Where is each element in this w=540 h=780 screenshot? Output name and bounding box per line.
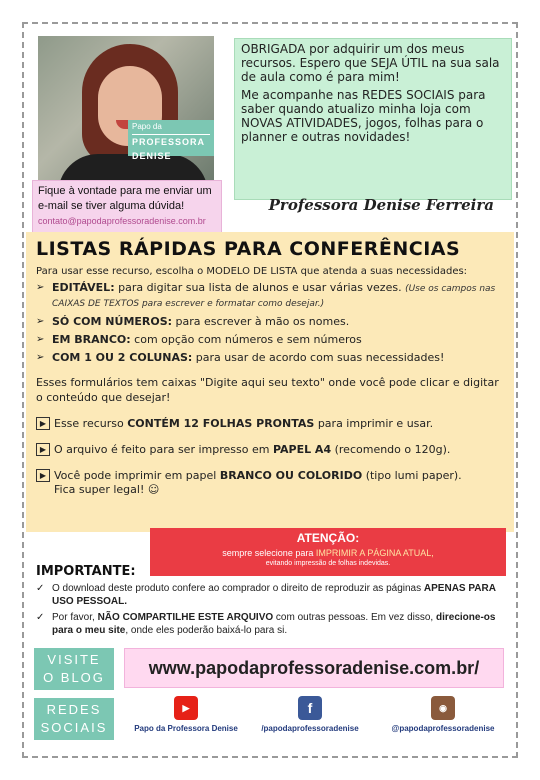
facebook-label: /papodaprofessoradenise — [261, 724, 359, 733]
logo-small-text: Papo da — [132, 122, 162, 131]
play-icon: ▶ — [36, 469, 50, 482]
list-item — [36, 315, 504, 329]
arrow-icon: ➢ — [36, 282, 45, 293]
info-line-text — [54, 443, 450, 457]
instagram-label: @papodaprofessoradenise — [391, 724, 495, 733]
info-bold: BRANCO OU COLORIDO — [219, 469, 363, 482]
list-item — [36, 333, 504, 347]
thanks-paragraph-1: OBRIGADA por adquirir um dos meus recursos. Espero que SEJA ÚTIL na sua sala de aula como é para mim! — [241, 42, 500, 84]
list-item-strong: EDITÁVEL: — [52, 281, 115, 294]
thanks-paragraph-2: Me acompanhe nas REDES SOCIAIS para saber quando atualizo minha loja com NOVAS ATIVIDADES, jogos, folhas para o planner e outras novidades! — [241, 88, 486, 144]
info-post: (tipo lumi paper). — [362, 469, 462, 482]
youtube-label: Papo da Professora Denise — [134, 724, 238, 733]
list-item-text — [52, 315, 349, 329]
play-icon: ▶ — [36, 417, 50, 430]
attention-pre: sempre selecione para — [222, 548, 316, 558]
youtube-link[interactable] — [128, 696, 244, 733]
author-photo — [38, 36, 214, 184]
important-item-text — [52, 582, 504, 608]
social-label — [34, 698, 114, 740]
important-item-text — [52, 611, 504, 637]
list-item-body: para escrever à mão os nomes. — [172, 315, 350, 328]
important-pre: O download deste produto confere ao comprador o direito de reproduzir as páginas — [52, 583, 424, 594]
list-item-strong: COM 1 OU 2 COLUNAS: — [52, 351, 193, 364]
contact-box — [32, 180, 222, 234]
important-post: , onde eles poderão baixá-lo para si. — [125, 625, 288, 636]
facebook-link[interactable] — [250, 696, 370, 733]
logo-big-text: PROFESSORA DENISE — [132, 134, 210, 163]
info-tail: Fica super legal! ☺ — [54, 483, 160, 496]
model-list — [36, 281, 504, 365]
arrow-icon: ➢ — [36, 334, 45, 345]
important-bold: NÃO COMPARTILHE ESTE ARQUIVO — [97, 612, 274, 623]
info-pre: Esse recurso — [54, 417, 128, 430]
arrow-icon: ➢ — [36, 316, 45, 327]
info-pre: O arquivo é feito para ser impresso em — [54, 443, 273, 456]
check-icon: ✓ — [36, 612, 45, 623]
youtube-icon: ▶ — [174, 696, 198, 720]
thank-you-box — [234, 38, 512, 200]
contact-text: Fique à vontade para me enviar um e-mail se tiver alguma dúvida! — [38, 185, 212, 212]
main-panel — [26, 232, 514, 532]
facebook-icon: f — [298, 696, 322, 720]
social-label-line-1: REDES — [46, 702, 102, 717]
list-item — [36, 351, 504, 365]
brand-logo — [128, 120, 214, 161]
list-item-note: (Use os campos nas CAIXAS DE TEXTOS para escrever e formatar como desejar.) — [52, 284, 496, 309]
list-item-strong: SÓ COM NÚMEROS: — [52, 315, 173, 328]
list-item-text — [52, 281, 504, 311]
info-bold: CONTÉM 12 FOLHAS PRONTAS — [127, 417, 315, 430]
visit-blog-line-1: VISITE — [47, 652, 101, 667]
list-item-body: com opção com números e sem números — [130, 333, 362, 346]
info-post: (recomendo o 120g). — [331, 443, 451, 456]
info-line-paper — [36, 443, 504, 457]
info-line-sheets — [36, 417, 504, 431]
info-line-text — [54, 417, 433, 431]
list-item — [36, 281, 504, 311]
attention-line-1 — [150, 548, 506, 558]
info-line-text — [54, 469, 462, 497]
important-pre: Por favor, — [52, 612, 98, 623]
instagram-icon: ◉ — [431, 696, 455, 720]
list-item — [36, 582, 504, 608]
important-bold: APENAS PARA USO PESSOAL. — [52, 583, 496, 607]
main-title: LISTAS RÁPIDAS PARA CONFERÊNCIAS — [36, 238, 461, 260]
important-list — [36, 582, 504, 637]
blog-url-link[interactable]: www.papodaprofessoradenise.com.br/ — [124, 648, 504, 688]
attention-title: ATENÇÃO: — [296, 531, 360, 545]
main-intro: Para usar esse recurso, escolha o MODELO DE LISTA que atenda a suas necessidades: — [36, 266, 468, 277]
page — [22, 22, 518, 758]
list-item-strong: EM BRANCO: — [52, 333, 131, 346]
check-icon: ✓ — [36, 583, 45, 594]
info-line-color — [36, 469, 504, 497]
list-item-text — [52, 333, 362, 347]
forms-text: Esses formulários tem caixas "Digite aqui seu texto" onde você pode clicar e digitar o conteúdo que desejar! — [36, 376, 499, 404]
list-item-body: para digitar sua lista de alunos e usar várias vezes. — [114, 281, 406, 294]
important-mid: com outras pessoas. Em vez disso, — [273, 612, 436, 623]
contact-email-link[interactable]: contato@papodaprofessoradenise.com.br — [38, 216, 206, 226]
attention-line-2: evitando impressão de folhas indevidas. — [265, 560, 391, 567]
list-item-text — [52, 351, 444, 365]
info-post: para imprimir e usar. — [314, 417, 434, 430]
important-section — [26, 560, 514, 646]
list-item — [36, 611, 504, 637]
attention-highlight: IMPRIMIR A PÁGINA ATUAL, — [315, 548, 434, 558]
important-title: IMPORTANTE: — [36, 564, 136, 579]
instagram-link[interactable] — [378, 696, 508, 733]
visit-blog-label — [34, 648, 114, 690]
play-icon: ▶ — [36, 443, 50, 456]
signature: Professora Denise Ferreira — [268, 196, 494, 214]
visit-blog-line-2: O BLOG — [43, 670, 105, 685]
info-pre: Você pode imprimir em papel — [54, 469, 220, 482]
info-bold: PAPEL A4 — [272, 443, 332, 456]
important-bold-2: direcione-os para o meu site — [52, 612, 496, 636]
arrow-icon: ➢ — [36, 352, 45, 363]
list-item-body: para usar de acordo com suas necessidades! — [192, 351, 445, 364]
social-label-line-2: SOCIAIS — [40, 720, 108, 735]
